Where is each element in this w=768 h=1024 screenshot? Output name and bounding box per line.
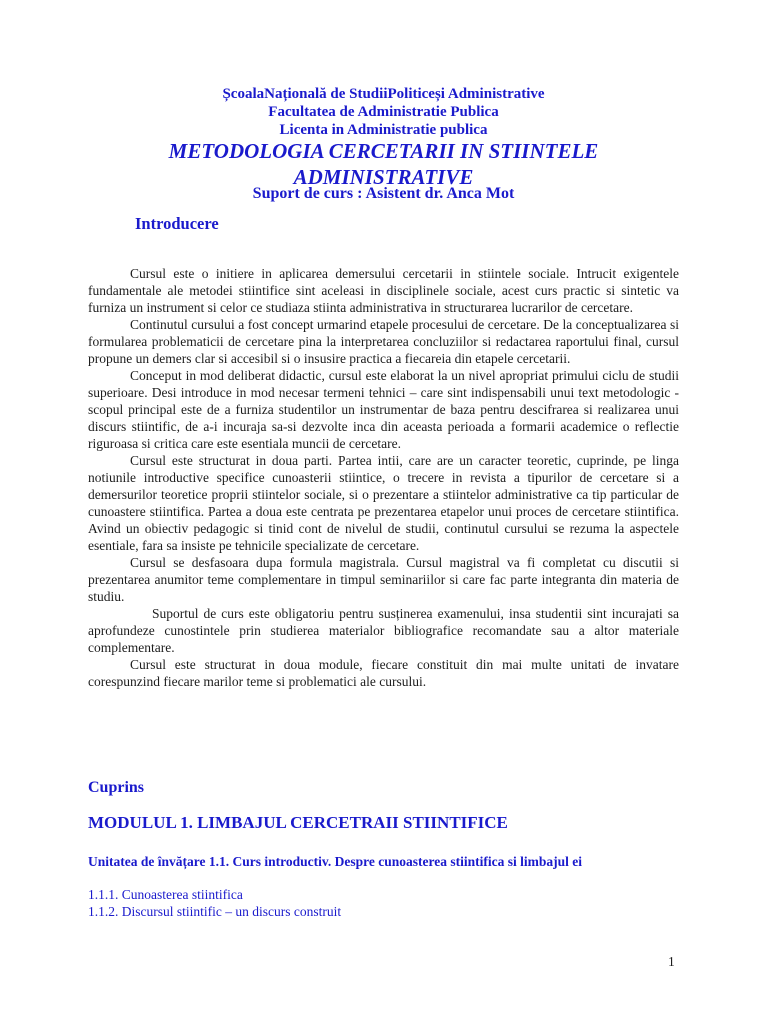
toc-list bbox=[88, 886, 679, 920]
intro-heading: Introducere bbox=[135, 214, 219, 233]
paragraph: Cursul este structurat in doua parti. Partea intii, care are un caracter teoretic, cuprinde, pe linga notiunile introductive specifice cunoasterii stiintice, o trecere in revista a tipurilor de cercetare si a demersurilor teoretice proprii stiintelor sociale, si o prezentare a stiintelor administrative ca tip particular de cunoastere stiintifica. Partea a doua este centrata pe prezentarea etapelor unui proces de cercetare stiintifica. Avind un obiectiv pedagogic si tinid cont de nivelul de studii, continutul cursului se rezuma la aspectele esentiale, fara sa insiste pe tehnicile specializate de cercetare. bbox=[88, 453, 679, 553]
program-name: Licenta in Administratie publica bbox=[279, 122, 488, 138]
paragraph: Cursul este structurat in doua module, fiecare constituit din mai multe unitati de invatare corespunzind fiecare marilor teme si problematici ale cursului. bbox=[88, 657, 679, 689]
title-line-2: ADMINISTRATIVE bbox=[293, 165, 474, 189]
faculty-name: Facultatea de Administratie Publica bbox=[268, 104, 499, 120]
paragraph: Continutul cursului a fost concept urmarind etapele procesului de cercetare. De la conceptualizarea si formularea problematicii de cercetare pina la interpretarea concluziilor si redactarea raportului final, cursul propune un demers clar si accesibil si o insusire practica a fiecareia din etapele cercetarii. bbox=[88, 317, 679, 366]
school-name: ȘcoalaNațională de StudiiPoliticeși Administrative bbox=[222, 86, 545, 102]
document-header bbox=[88, 85, 679, 139]
paragraph: Conceput in mod deliberat didactic, cursul este elaborat la un nivel apropriat primului ciclu de studii superioare. Desi introduce in mod necesar termeni tehnici – care sint indispensabili unui text metodologic - scopul principal este de a furniza studentilor un instrumentar de baza pentru descifrarea si realizarea unui discurs stiintific, de a-i incuraja sa-si dezvolte inca din aceasta perioada a formarii academice o reflectie riguroasa si critica care este esentiala muncii de cercetare. bbox=[88, 368, 679, 451]
toc-item-1-1-2: 1.1.2. Discursul stiintific – un discurs construit bbox=[88, 904, 342, 919]
unit-1-1-heading: Unitatea de învățare 1.1. Curs introductiv. Despre cunoasterea stiintifica si limbajul ei bbox=[88, 854, 582, 869]
paragraph: Cursul se desfasoara dupa formula magistrala. Cursul magistral va fi completat cu discutii si prezentarea anumitor teme complementare in timpul seminariilor si care fac parte integranta din materia de studiu. bbox=[88, 555, 679, 604]
cuprins-heading: Cuprins bbox=[88, 779, 145, 796]
intro-paragraphs bbox=[88, 265, 679, 690]
toc-item-1-1-1: 1.1.1. Cunoasterea stiintifica bbox=[88, 887, 243, 902]
module-1-heading: MODULUL 1. LIMBAJUL CERCETRAII STIINTIFICE bbox=[88, 813, 508, 832]
page-number: 1 bbox=[668, 954, 675, 969]
document-title bbox=[88, 138, 679, 190]
course-subtitle: Suport de curs : Asistent dr. Anca Mot bbox=[252, 185, 515, 202]
paragraph: Cursul este o initiere in aplicarea demersului cercetarii in stiintele sociale. Intrucit exigentele fundamentale ale metodei stiintifice sint aceleasi in disciplinele sociale, acest curs practic si sintetic va furniza un instrument si celor ce studiaza stiinta administrativa in structurarea lucrarilor de cercetare. bbox=[88, 266, 679, 315]
title-line-1: METODOLOGIA CERCETARII IN STIINTELE bbox=[168, 139, 599, 163]
paragraph: Suportul de curs este obligatoriu pentru susținerea examenului, insa studentii sint incurajati sa aprofundeze cunostintele prin studierea materialor bibliografice recomandate sau a altor materiale complementare. bbox=[88, 606, 679, 655]
